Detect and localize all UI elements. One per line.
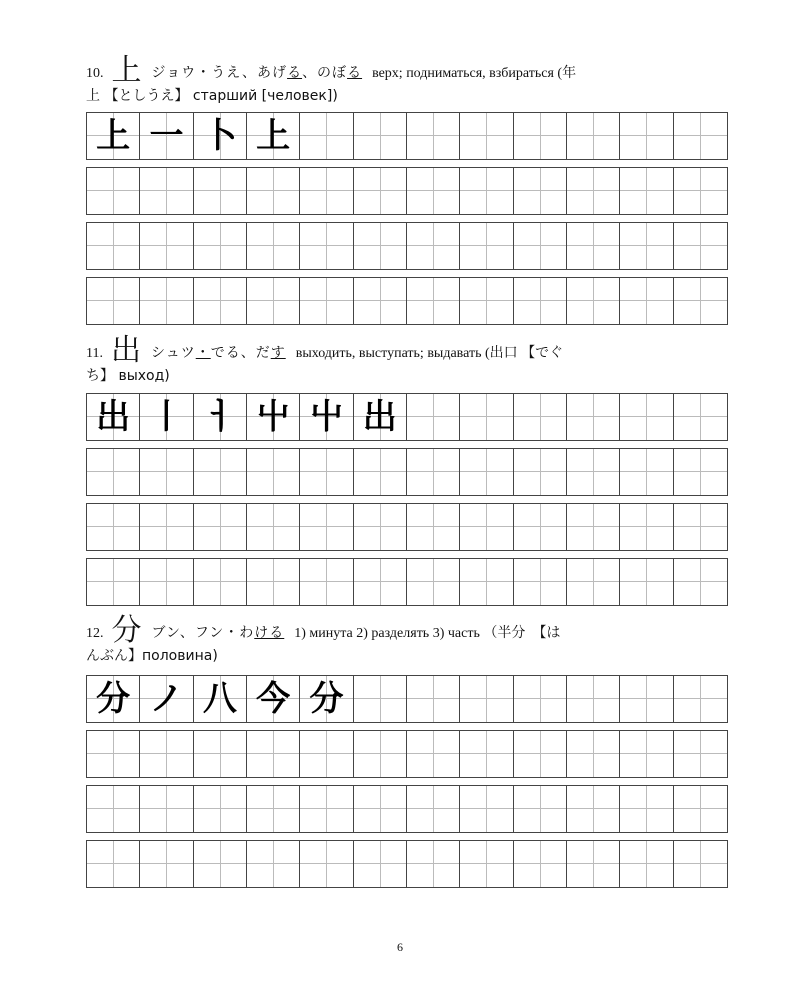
practice-cell (674, 394, 727, 440)
practice-cell (87, 394, 140, 440)
practice-cell (354, 449, 407, 495)
practice-cell (300, 841, 353, 887)
practice-grid (86, 112, 728, 332)
practice-cell (460, 113, 513, 159)
practice-row (86, 785, 728, 833)
entry-number: 11. (86, 346, 103, 361)
practice-cell (460, 504, 513, 550)
practice-row (86, 277, 728, 325)
kanji-entry-12 (86, 613, 728, 665)
practice-cell (620, 168, 673, 214)
practice-cell (194, 841, 247, 887)
practice-cell (354, 841, 407, 887)
stroke-glyph: 出 (96, 397, 131, 437)
practice-cell (300, 449, 353, 495)
practice-cell (247, 113, 300, 159)
practice-cell (620, 786, 673, 832)
kanji-character: 上 (111, 53, 142, 88)
practice-cell (567, 786, 620, 832)
practice-cell (247, 223, 300, 269)
kanji-character: 分 (111, 613, 142, 648)
practice-cell (140, 223, 193, 269)
practice-cell (194, 168, 247, 214)
practice-cell (407, 786, 460, 832)
practice-cell (354, 504, 407, 550)
practice-cell (354, 676, 407, 722)
practice-cell (140, 841, 193, 887)
practice-cell (300, 731, 353, 777)
reading (152, 625, 285, 641)
practice-cell (87, 559, 140, 605)
practice-cell (407, 394, 460, 440)
entry-header (86, 613, 728, 648)
kanji-entry-11 (86, 333, 728, 385)
practice-cell (87, 786, 140, 832)
practice-cell (567, 394, 620, 440)
page-number: 6 (397, 940, 403, 954)
practice-cell (514, 676, 567, 722)
reading-part: 、のぼ (302, 65, 348, 81)
stroke-glyph: 分 (96, 679, 131, 719)
stroke-glyph: ㅓ (203, 397, 237, 437)
practice-cell (514, 113, 567, 159)
meaning-continuation: ち】 выход) (86, 368, 170, 384)
practice-cell (674, 449, 727, 495)
practice-cell (194, 449, 247, 495)
practice-cell (194, 559, 247, 605)
practice-cell (300, 504, 353, 550)
practice-cell (674, 168, 727, 214)
practice-cell (407, 113, 460, 159)
stroke-glyph: 八 (202, 679, 237, 719)
practice-cell (87, 278, 140, 324)
entry-header (86, 53, 728, 88)
practice-cell (514, 504, 567, 550)
practice-cell (140, 786, 193, 832)
practice-cell (247, 559, 300, 605)
practice-cell (567, 223, 620, 269)
practice-cell (194, 786, 247, 832)
practice-cell (514, 841, 567, 887)
practice-cell (194, 223, 247, 269)
practice-cell (300, 223, 353, 269)
reading-okurigana: る (287, 65, 303, 81)
practice-cell (354, 278, 407, 324)
meaning-continuation: 上 【としうえ】 старший [человек]) (86, 88, 338, 104)
practice-cell (674, 223, 727, 269)
practice-cell (87, 504, 140, 550)
stroke-glyph: 今 (256, 679, 291, 719)
reading-okurigana: す (270, 345, 286, 361)
reading (151, 345, 286, 361)
reading-okurigana: る (347, 65, 363, 81)
practice-cell (460, 449, 513, 495)
practice-cell (674, 786, 727, 832)
meaning: верх; подниматься, взбираться (年 (372, 66, 577, 81)
practice-cell (354, 113, 407, 159)
entry-number: 12. (86, 626, 104, 641)
practice-cell (247, 278, 300, 324)
reading-part: でる、だ (210, 345, 271, 361)
practice-cell (620, 559, 673, 605)
stroke-glyph: 屮 (309, 397, 344, 437)
practice-cell (407, 731, 460, 777)
kanji-entry-10 (86, 53, 728, 105)
practice-cell (247, 504, 300, 550)
practice-cell (514, 168, 567, 214)
practice-cell (620, 223, 673, 269)
practice-cell (194, 731, 247, 777)
practice-cell (300, 786, 353, 832)
practice-cell (300, 559, 353, 605)
practice-cell (247, 168, 300, 214)
practice-cell (620, 504, 673, 550)
practice-cell (354, 223, 407, 269)
practice-cell (407, 841, 460, 887)
practice-cell (140, 731, 193, 777)
practice-row (86, 112, 728, 160)
stroke-glyph: 上 (96, 116, 131, 156)
practice-cell (674, 559, 727, 605)
practice-cell (514, 786, 567, 832)
practice-cell (87, 731, 140, 777)
practice-cell (300, 676, 353, 722)
practice-cell (247, 394, 300, 440)
meaning-continuation: んぶん】половина) (86, 648, 218, 664)
practice-cell (407, 449, 460, 495)
practice-cell (674, 504, 727, 550)
practice-cell (354, 394, 407, 440)
practice-cell (620, 394, 673, 440)
stroke-glyph: 屮 (256, 397, 291, 437)
practice-cell (514, 731, 567, 777)
practice-cell (247, 676, 300, 722)
practice-cell (514, 223, 567, 269)
practice-grid (86, 393, 728, 613)
practice-cell (140, 449, 193, 495)
meaning: выходить, выступать; выдавать (出口 【でぐ (295, 346, 564, 361)
practice-row (86, 558, 728, 606)
reading-okurigana: ける (254, 625, 285, 641)
reading-okurigana: ・ (195, 345, 211, 361)
practice-cell (567, 841, 620, 887)
practice-cell (140, 676, 193, 722)
practice-cell (194, 676, 247, 722)
practice-row (86, 448, 728, 496)
practice-cell (567, 731, 620, 777)
practice-cell (620, 841, 673, 887)
practice-cell (87, 168, 140, 214)
practice-cell (87, 841, 140, 887)
practice-cell (674, 676, 727, 722)
stroke-glyph: 出 (362, 397, 397, 437)
practice-cell (300, 394, 353, 440)
entry-header (86, 333, 728, 368)
practice-cell (620, 676, 673, 722)
practice-cell (87, 449, 140, 495)
practice-grid (86, 675, 728, 895)
practice-cell (194, 394, 247, 440)
practice-cell (567, 504, 620, 550)
practice-cell (140, 394, 193, 440)
entry-number: 10. (86, 66, 104, 81)
practice-row (86, 222, 728, 270)
practice-cell (620, 113, 673, 159)
practice-cell (407, 676, 460, 722)
practice-cell (247, 449, 300, 495)
practice-cell (674, 113, 727, 159)
stroke-glyph: 上 (256, 116, 291, 156)
practice-cell (567, 278, 620, 324)
practice-cell (674, 278, 727, 324)
practice-cell (460, 394, 513, 440)
practice-cell (140, 113, 193, 159)
practice-cell (407, 168, 460, 214)
practice-cell (354, 559, 407, 605)
practice-cell (300, 168, 353, 214)
reading-part: シュツ (150, 345, 196, 361)
practice-cell (194, 278, 247, 324)
practice-cell (140, 168, 193, 214)
practice-cell (460, 168, 513, 214)
practice-cell (354, 168, 407, 214)
practice-cell (567, 168, 620, 214)
practice-cell (514, 394, 567, 440)
practice-cell (674, 841, 727, 887)
practice-cell (194, 504, 247, 550)
practice-cell (87, 113, 140, 159)
practice-cell (407, 504, 460, 550)
practice-cell (300, 113, 353, 159)
practice-row (86, 393, 728, 441)
practice-cell (567, 113, 620, 159)
practice-cell (247, 731, 300, 777)
practice-cell (140, 559, 193, 605)
stroke-glyph: 分 (309, 679, 344, 719)
practice-cell (407, 278, 460, 324)
practice-cell (620, 731, 673, 777)
reading (152, 65, 363, 81)
practice-cell (460, 676, 513, 722)
practice-row (86, 730, 728, 778)
practice-cell (460, 731, 513, 777)
practice-row (86, 840, 728, 888)
practice-cell (300, 278, 353, 324)
practice-cell (460, 841, 513, 887)
practice-cell (460, 786, 513, 832)
practice-cell (87, 676, 140, 722)
practice-cell (567, 676, 620, 722)
practice-cell (354, 731, 407, 777)
kanji-character: 出 (110, 333, 141, 368)
practice-cell (87, 223, 140, 269)
stroke-glyph: ⼀ (149, 116, 184, 156)
reading-part: ブン、フン・わ (151, 625, 255, 641)
practice-cell (407, 559, 460, 605)
practice-row (86, 503, 728, 551)
practice-cell (247, 786, 300, 832)
practice-row (86, 675, 728, 723)
practice-cell (620, 449, 673, 495)
practice-cell (140, 278, 193, 324)
practice-cell (514, 278, 567, 324)
practice-cell (460, 278, 513, 324)
practice-cell (354, 786, 407, 832)
stroke-glyph: ノ (149, 679, 184, 719)
practice-cell (247, 841, 300, 887)
practice-row (86, 167, 728, 215)
practice-cell (567, 559, 620, 605)
practice-cell (140, 504, 193, 550)
practice-cell (674, 731, 727, 777)
stroke-glyph: 卜 (202, 116, 237, 156)
practice-cell (460, 559, 513, 605)
practice-cell (514, 449, 567, 495)
practice-cell (407, 223, 460, 269)
practice-cell (567, 449, 620, 495)
practice-cell (620, 278, 673, 324)
practice-cell (460, 223, 513, 269)
reading-part: ジョウ・うえ、あげ (151, 65, 288, 81)
stroke-glyph: 丨 (149, 397, 184, 437)
meaning: 1) минута 2) разделять 3) часть （半分 【は (294, 626, 561, 641)
practice-cell (194, 113, 247, 159)
practice-cell (514, 559, 567, 605)
